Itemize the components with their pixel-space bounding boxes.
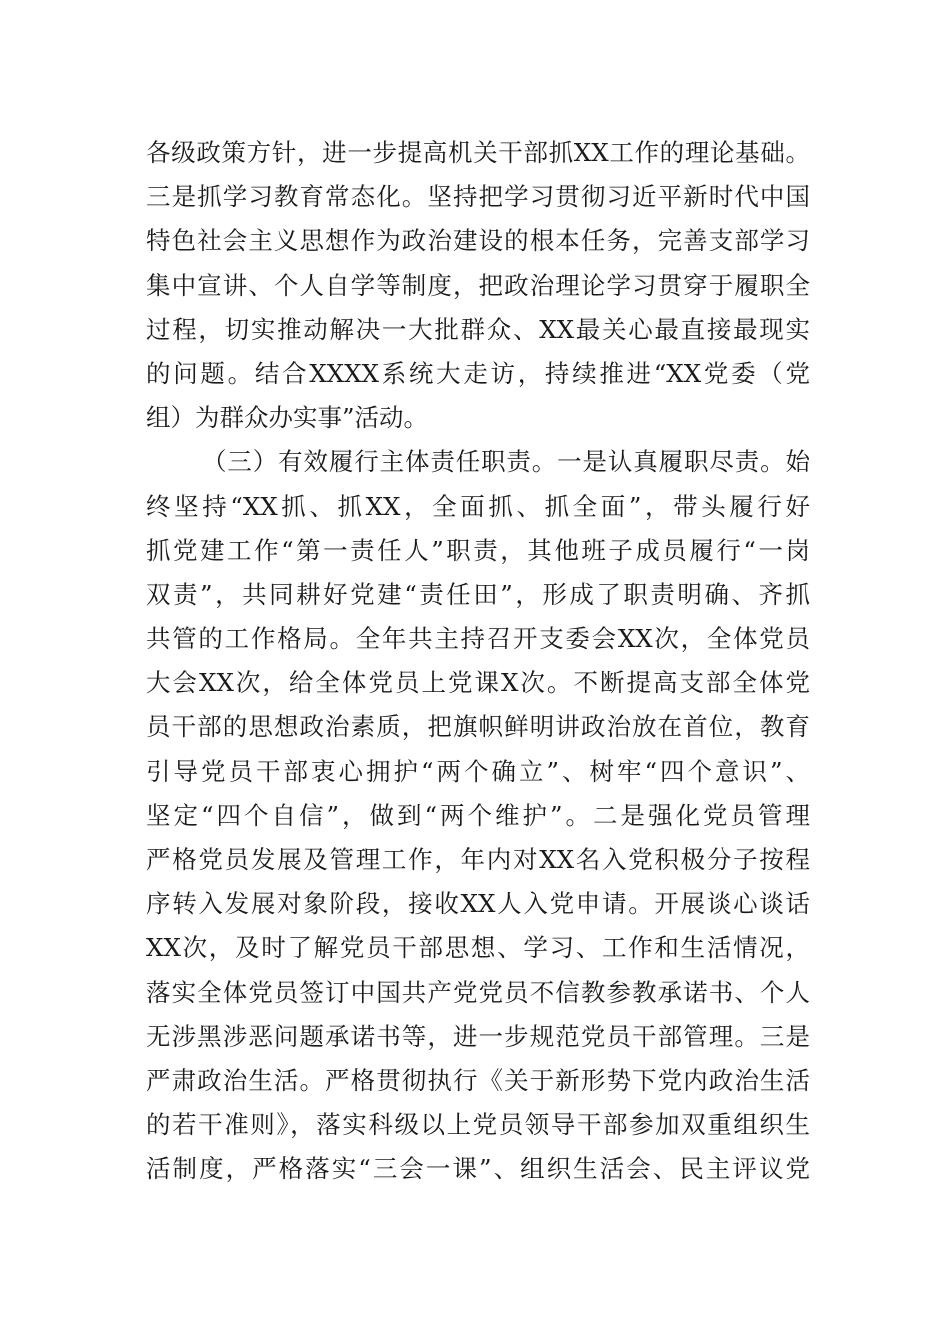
text-line: 双责”，共同耕好党建“责任田”，形成了职责明确、齐抓 bbox=[146, 579, 810, 609]
text-line: 落实全体党员签订中国共产党党员不信教参教承诺书、个人 bbox=[146, 977, 810, 1007]
text-line: 员干部的思想政治素质，把旗帜鲜明讲政治放在首位，教育 bbox=[146, 712, 810, 742]
text-line: 终坚持“XX抓、抓XX，全面抓、抓全面”，带头履行好 bbox=[146, 491, 810, 521]
text-line: 坚定“四个自信”，做到“两个维护”。二是强化党员管理 bbox=[146, 800, 810, 830]
text-line: 组）为群众办实事”活动。 bbox=[146, 403, 429, 433]
text-line: 集中宣讲、个人自学等制度，把政治理论学习贯穿于履职全 bbox=[146, 270, 810, 300]
text-line: 序转入发展对象阶段，接收XX人入党申请。开展谈心谈话 bbox=[146, 889, 810, 919]
text-line: 特色社会主义思想作为政治建设的根本任务，完善支部学习 bbox=[146, 226, 810, 256]
body-text bbox=[146, 131, 810, 1192]
text-line: 过程，切实推动解决一大批群众、XX最关心最直接最现实 bbox=[146, 314, 810, 344]
text-line: 各级政策方针，进一步提高机关干部抓XX工作的理论基础。 bbox=[146, 138, 810, 167]
text-line: 严格党员发展及管理工作，年内对XX名入党积极分子按程 bbox=[146, 845, 810, 874]
text-line: 共管的工作格局。全年共主持召开支委会XX次，全体党员 bbox=[146, 624, 810, 654]
text-line: 无涉黑涉恶问题承诺书等，进一步规范党员干部管理。三是 bbox=[146, 1021, 810, 1051]
text-line: 抓党建工作“第一责任人”职责，其他班子成员履行“一岗 bbox=[146, 535, 810, 565]
text-line: 引导党员干部衷心拥护“两个确立”、树牢“四个意识”、 bbox=[146, 756, 810, 786]
text-line: 严肃政治生活。严格贯彻执行《关于新形势下党内政治生活 bbox=[146, 1065, 810, 1095]
text-line: 活制度，严格落实“三会一课”、组织生活会、民主评议党 bbox=[146, 1154, 810, 1184]
text-line: 的问题。结合XXXX系统大走访，持续推进“XX党委（党 bbox=[146, 358, 810, 388]
text-line: XX次，及时了解党员干部思想、学习、工作和生活情况， bbox=[146, 933, 810, 963]
text-line: 大会XX次，给全体党员上党课X次。不断提高支部全体党 bbox=[146, 668, 810, 698]
section-heading-line: （三）有效履行主体责任职责。一是认真履职尽责。始 bbox=[202, 447, 810, 477]
text-line: 三是抓学习教育常态化。坚持把学习贯彻习近平新时代中国 bbox=[146, 182, 810, 212]
text-line: 的若干准则》，落实科级以上党员领导干部参加双重组织生 bbox=[146, 1110, 810, 1140]
